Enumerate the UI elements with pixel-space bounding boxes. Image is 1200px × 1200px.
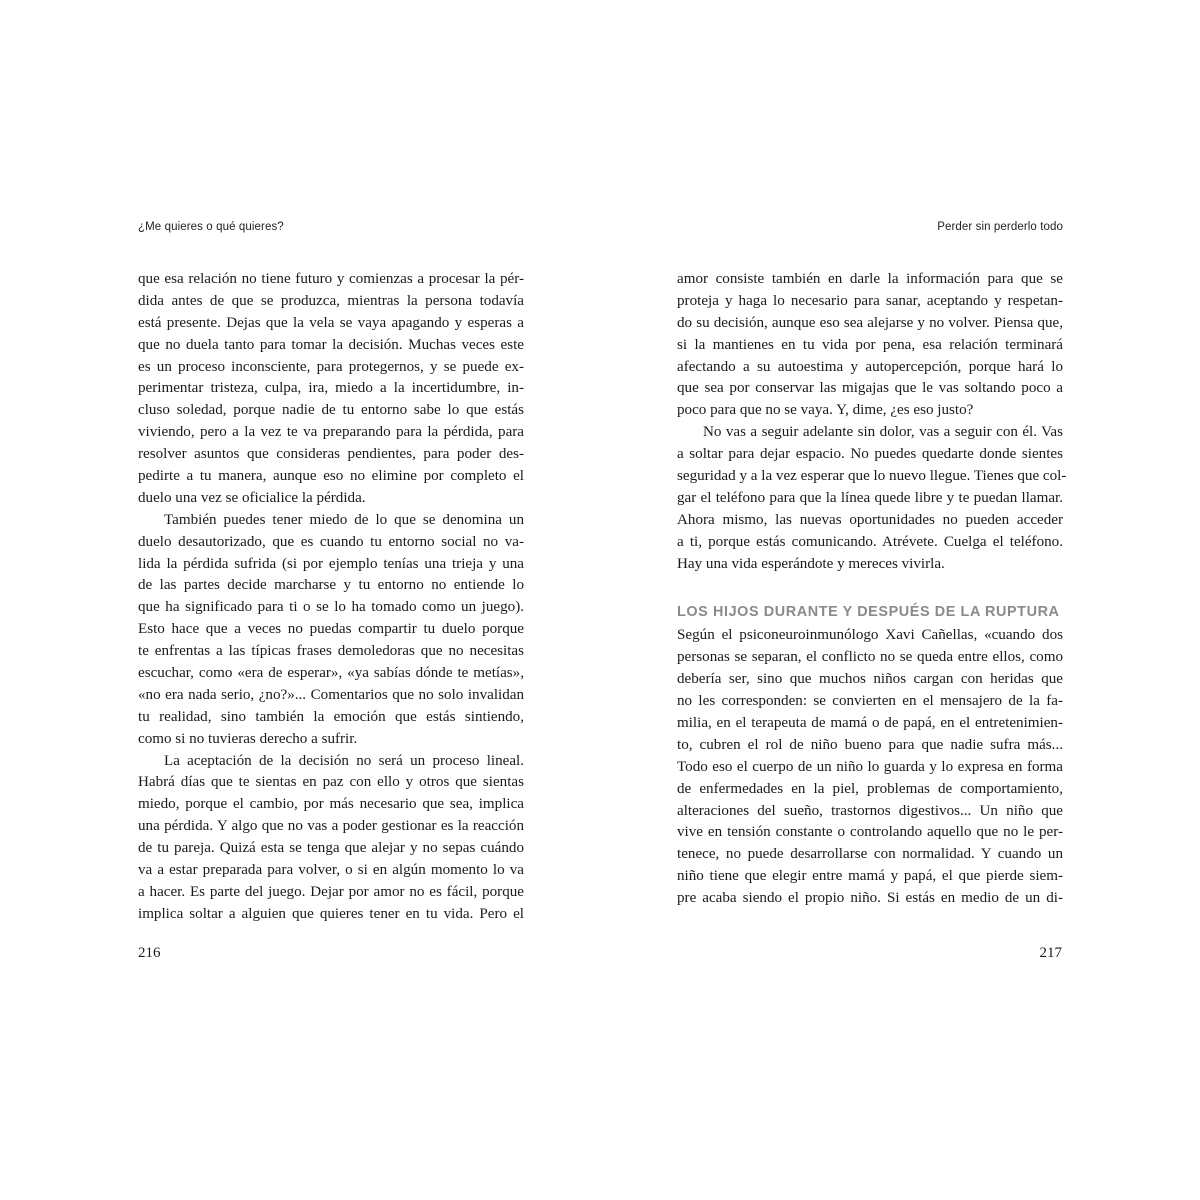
left-body-lines <box>138 269 524 926</box>
text-line: como si no tuvieras derecho a sufrir. <box>138 730 358 747</box>
text-line: poco para que no se vaya. Y, dime, ¿es eso justo? <box>677 402 974 419</box>
page-number: 217 <box>1039 945 1062 961</box>
text-line: una pérdida. Y algo que no vas a poder gestionar es la reacción <box>138 818 524 835</box>
running-head: Perder sin perderlo todo <box>937 221 1063 233</box>
text-line: te enfrentas a las típicas frases demoledoras que no necesitas <box>138 643 524 660</box>
text-line: que no duela tanto para tomar la decisión. Muchas veces este <box>138 336 524 353</box>
text-line: tenece, no puede desarrollarse con normalidad. Y cuando un <box>677 846 1063 863</box>
text-line: to, cubren el rol de niño bueno para que nadie sufra más... <box>677 736 1063 753</box>
running-head: ¿Me quieres o qué quieres? <box>138 221 284 233</box>
text-line: a hacer. Es parte del juego. Dejar por amor no es fácil, porque <box>138 883 524 900</box>
text-line: Esto hace que a veces no puedas compartir tu duelo porque <box>138 621 524 638</box>
text-line: resolver asuntos que consideras pendientes, para poder des- <box>138 446 524 463</box>
text-line: milia, en el terapeuta de mamá o de papá, en el entretenimien- <box>677 715 1063 732</box>
text-line: escuchar, como «era de esperar», «ya sabías dónde te metías», <box>138 665 524 682</box>
text-line: de las partes decide marcharse y tu entorno no entiende lo <box>138 577 524 594</box>
text-line: duelo una vez se oficialice la pérdida. <box>138 489 366 506</box>
section-heading: LOS HIJOS DURANTE Y DESPUÉS DE LA RUPTURA <box>677 604 1060 621</box>
text-line: gar el teléfono para que la línea quede libre y te puedan llamar. <box>677 489 1063 506</box>
text-line: implica soltar a alguien que quieres tener en tu vida. Pero el <box>138 905 524 922</box>
text-line: «no era nada serio, ¿no?»... Comentarios que no solo invalidan <box>138 686 524 703</box>
text-line: También puedes tener miedo de lo que se denomina un <box>164 511 524 528</box>
body-text <box>138 269 524 926</box>
text-line: de tu pareja. Quizá esta se tenga que alejar y no sepas cuándo <box>138 840 524 857</box>
text-line: amor consiste también en darle la información para que se <box>677 271 1063 287</box>
text-line: va a estar preparada para volver, o si en algún momento lo va <box>138 862 524 879</box>
text-line: está presente. Dejas que la vela se vaya apagando y esperas a <box>138 314 524 331</box>
text-line: que sea por conservar las migajas que le vas soltando poco a <box>677 380 1063 397</box>
text-line: perimentar tristeza, culpa, ira, miedo a la incertidumbre, in- <box>138 380 524 397</box>
text-line: Habrá días que te sientas en paz con ello y otros que sientas <box>138 774 524 791</box>
text-line: no les corresponden: se convierten en el mensajero de la fa- <box>677 693 1063 710</box>
right-page <box>600 0 1200 1200</box>
text-line: do su decisión, aunque eso sea alejarse y no volver. Piensa que, <box>677 314 1063 331</box>
text-line: personas se separan, el conflicto no se queda entre ellos, como <box>677 649 1063 666</box>
text-line: cluso soledad, porque nadie de tu entorno sabe lo que estás <box>138 402 524 419</box>
text-line: No vas a seguir adelante sin dolor, vas a seguir con él. Vas <box>703 424 1063 441</box>
text-line: tu realidad, sino también la emoción que estás sintiendo, <box>138 708 524 725</box>
text-line: Todo eso el cuerpo de un niño lo guarda y lo expresa en forma <box>677 758 1063 775</box>
text-line: dida antes de que se produzca, mientras la persona todavía <box>138 292 524 309</box>
text-line: miedo, porque el cambio, por más necesario que sea, implica <box>138 796 524 813</box>
right-body-lines-before-heading <box>677 269 1067 575</box>
text-line: de enfermedades en la piel, problemas de comportamiento, <box>677 780 1063 797</box>
text-line: que ha significado para ti o se lo ha tomado como un juego). <box>138 599 524 616</box>
text-line: duelo desautorizado, que es cuando tu entorno social no va- <box>138 533 524 550</box>
text-line: niño tiene que elegir entre mamá y papá, el que pierde siem- <box>677 868 1063 885</box>
text-line: afectando a su autoestima y autopercepción, porque hará lo <box>677 358 1063 375</box>
text-line: La aceptación de la decisión no será un proceso lineal. <box>164 752 524 769</box>
text-line: viviendo, pero a la vez te va preparando para la pérdida, para <box>138 424 524 441</box>
text-line: alteraciones del sueño, trastornos digestivos... Un niño que <box>677 802 1063 819</box>
text-line: Ahora mismo, las nuevas oportunidades no pueden acceder <box>677 511 1063 528</box>
text-line: Según el psiconeuroinmunólogo Xavi Cañellas, «cuando dos <box>677 627 1063 644</box>
right-body-lines-after-heading <box>677 625 1063 910</box>
text-line: que esa relación no tiene futuro y comienzas a procesar la pér- <box>138 271 524 287</box>
text-line: a ti, porque estás comunicando. Atrévete. Cuelga el teléfono. <box>677 533 1063 550</box>
text-line: proteja y haga lo necesario para sanar, aceptando y respetan- <box>677 292 1063 309</box>
section-spacer <box>677 575 1063 600</box>
page-number: 216 <box>138 945 161 961</box>
text-line: pedirte a tu manera, aunque eso no elimine por completo el <box>138 468 524 485</box>
text-line: debería ser, sino que muchos niños cargan con heridas que <box>677 671 1063 688</box>
body-text <box>677 269 1067 910</box>
text-line: es un proceso inconsciente, para protegernos, y se puede ex- <box>138 358 524 375</box>
text-line: pre acaba siendo el propio niño. Si estás en medio de un di- <box>677 890 1063 907</box>
text-line: a soltar para dejar espacio. No puedes quedarte donde sientes <box>677 446 1063 463</box>
text-line: vive en tensión constante o controlando aquello que no le per- <box>677 824 1063 841</box>
text-line: seguridad y a la vez esperar que lo nuevo llegue. Tienes que col- <box>677 468 1067 485</box>
text-line: si la mantienes en tu vida por pena, esa relación terminará <box>677 336 1063 353</box>
text-line: lida la pérdida sufrida (si por ejemplo tenías una trieja y una <box>138 555 524 572</box>
text-line: Hay una vida esperándote y mereces vivirla. <box>677 555 945 572</box>
